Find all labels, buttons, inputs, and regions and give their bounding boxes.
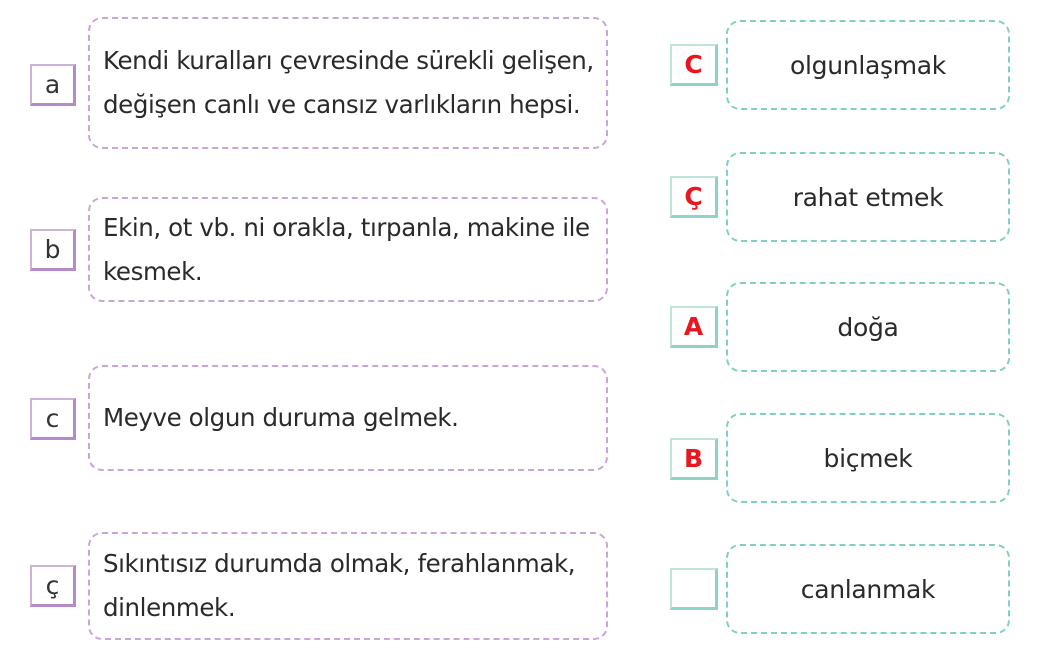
letter-label-c: c bbox=[30, 398, 76, 440]
word-box-4 bbox=[726, 413, 1010, 503]
word-box-1 bbox=[726, 20, 1010, 110]
answer-input-5[interactable] bbox=[670, 568, 718, 610]
definition-box-b bbox=[88, 197, 608, 302]
definition-text-cedilla: Sıkıntısız durumda olmak, ferahlanmak, dinlenmek. bbox=[103, 549, 576, 622]
word-text-2: rahat etmek bbox=[792, 182, 944, 212]
word-box-3 bbox=[726, 282, 1010, 372]
definition-text-b: Ekin, ot vb. ni orakla, tırpanla, makine ile kesmek. bbox=[103, 212, 590, 286]
definition-box-a bbox=[88, 17, 608, 149]
definition-text-a: Kendi kuralları çevresinde sürekli gelişen, değişen canlı ve cansız varlıkların hepsi. bbox=[103, 46, 594, 119]
word-text-4: biçmek bbox=[823, 443, 913, 473]
answer-input-2[interactable]: Ç bbox=[670, 176, 718, 218]
letter-label-cedilla: ç bbox=[30, 565, 76, 607]
word-box-2 bbox=[726, 152, 1010, 242]
definition-box-cedilla bbox=[88, 532, 608, 640]
definition-text-c: Meyve olgun duruma gelmek. bbox=[103, 403, 459, 432]
letter-label-a: a bbox=[30, 64, 76, 106]
answer-input-1[interactable]: C bbox=[670, 44, 718, 86]
word-text-5: canlanmak bbox=[800, 574, 936, 604]
word-text-3: doğa bbox=[837, 312, 899, 342]
answer-input-3[interactable]: A bbox=[670, 306, 718, 348]
word-text-1: olgunlaşmak bbox=[790, 50, 946, 80]
answer-input-4[interactable]: B bbox=[670, 438, 718, 480]
word-box-5 bbox=[726, 544, 1010, 634]
definition-box-c bbox=[88, 365, 608, 471]
letter-label-b: b bbox=[30, 229, 76, 271]
